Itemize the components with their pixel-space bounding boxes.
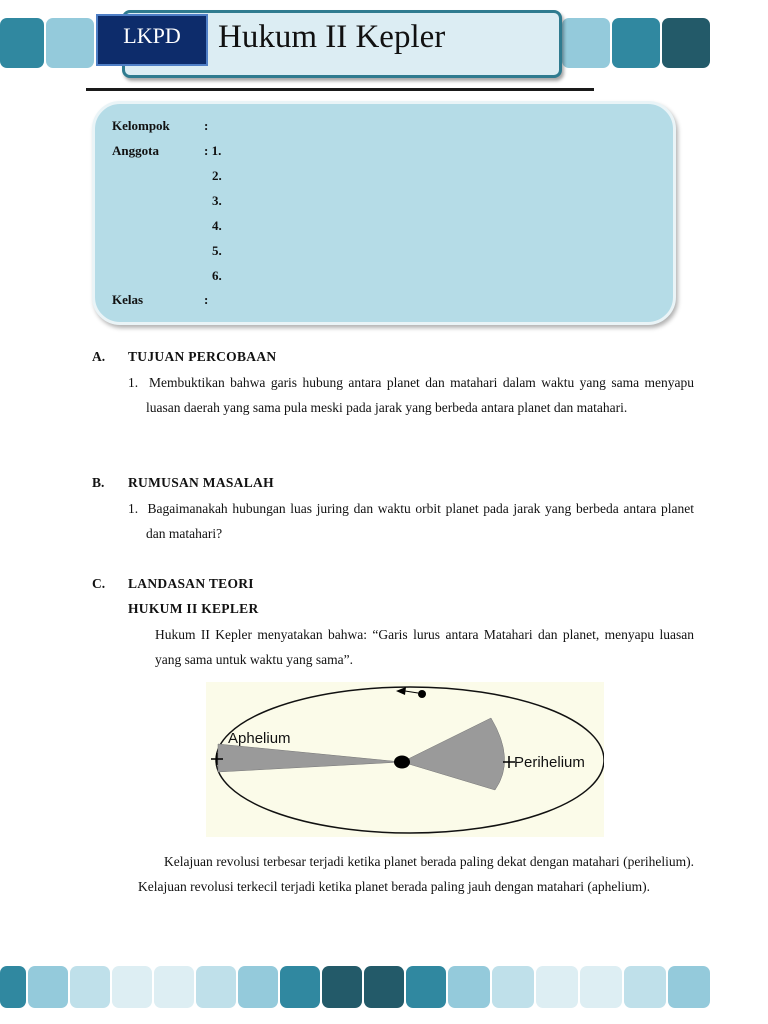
decor-block — [0, 18, 44, 68]
decor-block — [580, 966, 622, 1008]
decor-block — [668, 966, 710, 1008]
decor-block — [364, 966, 404, 1008]
decor-block — [280, 966, 320, 1008]
kelompok-row — [112, 118, 208, 134]
section-a-letter: A. — [92, 349, 106, 364]
decor-block — [70, 966, 110, 1008]
section-a-item: 1. Membuktikan bahwa garis hubung antara planet dan matahari dalam waktu yang sama menyapu luasan daerah yang sama pula meski pada jarak yang berbeda antara planet dan matahari. — [128, 375, 694, 415]
decor-block — [406, 966, 446, 1008]
decor-block — [536, 966, 578, 1008]
sun-dot — [394, 756, 410, 769]
section-b-item: 1. Bagaimanakah hubungan luas juring dan waktu orbit planet pada jarak yang berbeda antara planet dan matahari? — [128, 501, 694, 541]
kelompok-colon: : — [204, 118, 209, 133]
decor-block — [322, 966, 362, 1008]
section-c-title: LANDASAN TEORI — [128, 576, 254, 591]
kepler-statement: Hukum II Kepler menyatakan bahwa: “Garis lurus antara Matahari dan planet, menyapu luasan yang sama untuk waktu yang sama”. — [155, 627, 694, 667]
decor-block — [238, 966, 278, 1008]
decor-block — [662, 18, 710, 68]
planet-dot — [418, 690, 426, 698]
anggota-row — [112, 143, 221, 159]
member-number: 6. — [212, 268, 222, 283]
kepler-orbit-diagram — [206, 682, 604, 837]
member-number: 2. — [212, 168, 222, 183]
decor-block — [612, 18, 660, 68]
page-title: Hukum II Kepler — [218, 19, 446, 55]
speed-explanation: Kelajuan revolusi terbesar terjadi ketika planet berada paling dekat dengan matahari (perihelium). Kelajuan revolusi terkecil terjadi ketika planet berada paling jauh dengan matahari (aphelium). — [138, 854, 694, 894]
lkpd-badge: LKPD — [96, 14, 208, 66]
decor-block — [492, 966, 534, 1008]
decor-block — [0, 966, 26, 1008]
perihelium-label: Perihelium — [514, 754, 585, 771]
decor-block — [154, 966, 194, 1008]
decor-block — [112, 966, 152, 1008]
decor-block — [28, 966, 68, 1008]
decor-block — [46, 18, 94, 68]
decor-block — [562, 18, 610, 68]
section-b-letter: B. — [92, 475, 105, 490]
orbit-svg — [206, 682, 604, 837]
header-divider — [86, 88, 594, 91]
kelas-colon: : — [204, 292, 209, 307]
kelas-label: Kelas — [112, 292, 144, 307]
kelompok-label: Kelompok — [112, 118, 170, 133]
member-number: 4. — [212, 218, 222, 233]
section-c-subtitle: HUKUM II KEPLER — [128, 601, 259, 616]
section-c-letter: C. — [92, 576, 106, 591]
section-a-title: TUJUAN PERCOBAAN — [128, 349, 277, 364]
aphelium-label: Aphelium — [228, 730, 291, 747]
anggota-label: Anggota — [112, 143, 159, 158]
anggota-colon: : 1. — [204, 143, 222, 158]
decor-block — [196, 966, 236, 1008]
member-number: 5. — [212, 243, 222, 258]
decor-block — [448, 966, 490, 1008]
decor-block — [624, 966, 666, 1008]
kelas-row — [112, 292, 208, 308]
member-number: 3. — [212, 193, 222, 208]
section-b-title: RUMUSAN MASALAH — [128, 475, 274, 490]
